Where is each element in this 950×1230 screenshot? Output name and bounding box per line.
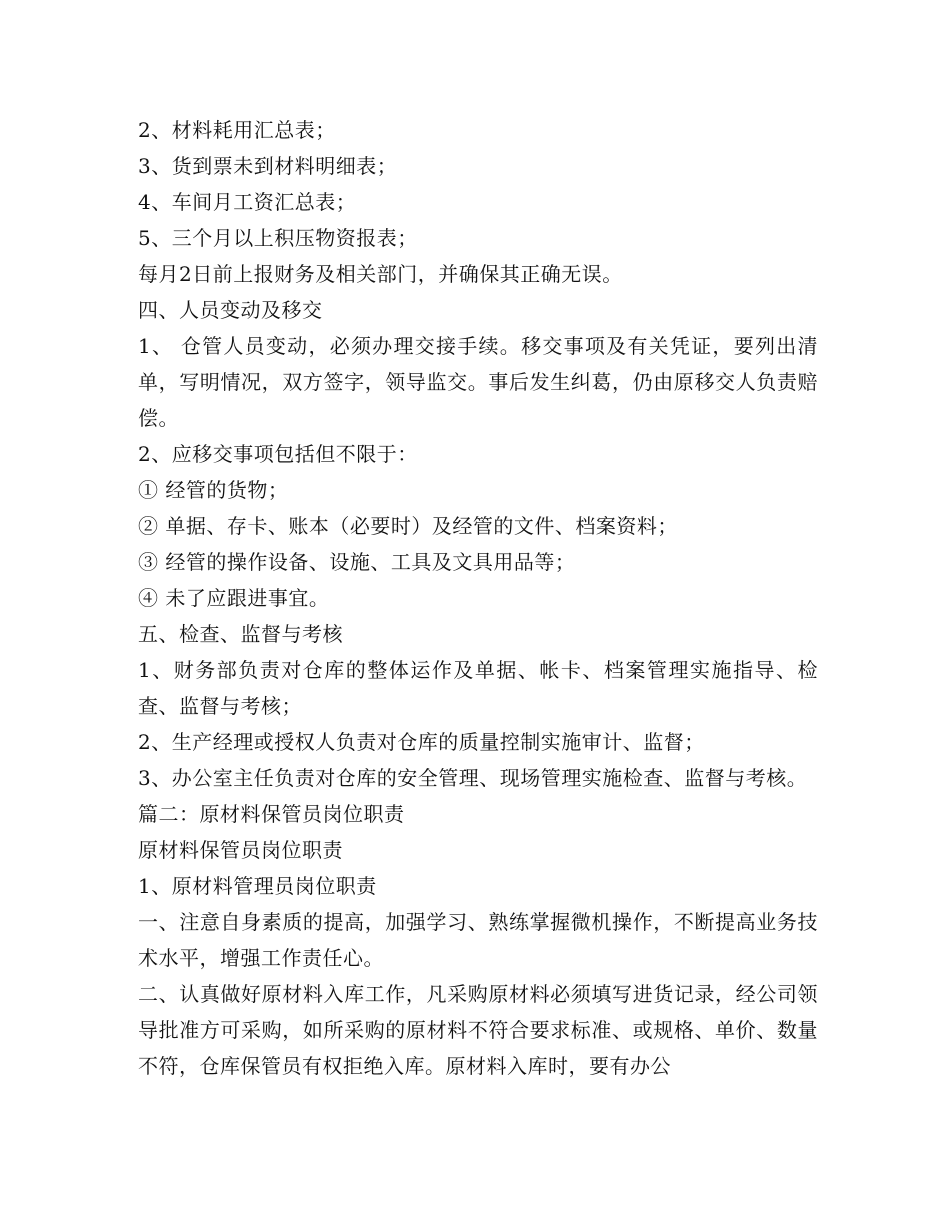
document-body bbox=[138, 112, 818, 1084]
chapter-heading: 篇二：原材料保管员岗位职责 bbox=[138, 802, 405, 826]
text-line: 5、三个月以上积压物资报表； bbox=[138, 226, 418, 250]
text-line: 2、材料耗用汇总表； bbox=[138, 118, 336, 142]
paragraph: 1、 仓管人员变动，必须办理交接手续。移交事项及有关凭证，要列出清单，写明情况，双方签字，领导监交。事后发生纠葛，仍由原移交人负责赔偿。 bbox=[138, 334, 818, 430]
sub-title: 原材料保管员岗位职责 bbox=[138, 838, 343, 862]
text-line: 3、货到票未到材料明细表； bbox=[138, 154, 398, 178]
text-line: 2、应移交事项包括但不限于： bbox=[138, 442, 418, 466]
paragraph: 二、认真做好原材料入库工作，凡采购原材料必须填写进货记录，经公司领导批准方可采购，如所采购的原材料不符合要求标准、或规格、单价、数量不符，仓库保管员有权拒绝入库。原材料入库时，要有办公 bbox=[138, 982, 818, 1078]
paragraph: 3、办公室主任负责对仓库的安全管理、现场管理实施检查、监督与考核。 bbox=[138, 766, 808, 790]
list-item: ④ 未了应跟进事宜。 bbox=[138, 586, 330, 610]
text-line: 每月2日前上报财务及相关部门，并确保其正确无误。 bbox=[138, 262, 623, 286]
sub-heading: 1、原材料管理员岗位职责 bbox=[138, 874, 377, 898]
section-heading-5: 五、检查、监督与考核 bbox=[138, 622, 343, 646]
section-heading-4: 四、人员变动及移交 bbox=[138, 298, 323, 322]
paragraph: 一、注意自身素质的提高，加强学习、熟练掌握微机操作，不断提高业务技术水平，增强工作责任心。 bbox=[138, 910, 818, 970]
text-line: 4、车间月工资汇总表； bbox=[138, 190, 357, 214]
paragraph: 1、财务部负责对仓库的整体运作及单据、帐卡、档案管理实施指导、检查、监督与考核； bbox=[138, 658, 818, 718]
text-line: 2、生产经理或授权人负责对仓库的质量控制实施审计、监督； bbox=[138, 730, 705, 754]
list-item: ① 经管的货物； bbox=[138, 478, 289, 502]
list-item: ③ 经管的操作设备、设施、工具及文具用品等； bbox=[138, 550, 576, 574]
list-item: ② 单据、存卡、账本（必要时）及经管的文件、档案资料； bbox=[138, 514, 678, 538]
